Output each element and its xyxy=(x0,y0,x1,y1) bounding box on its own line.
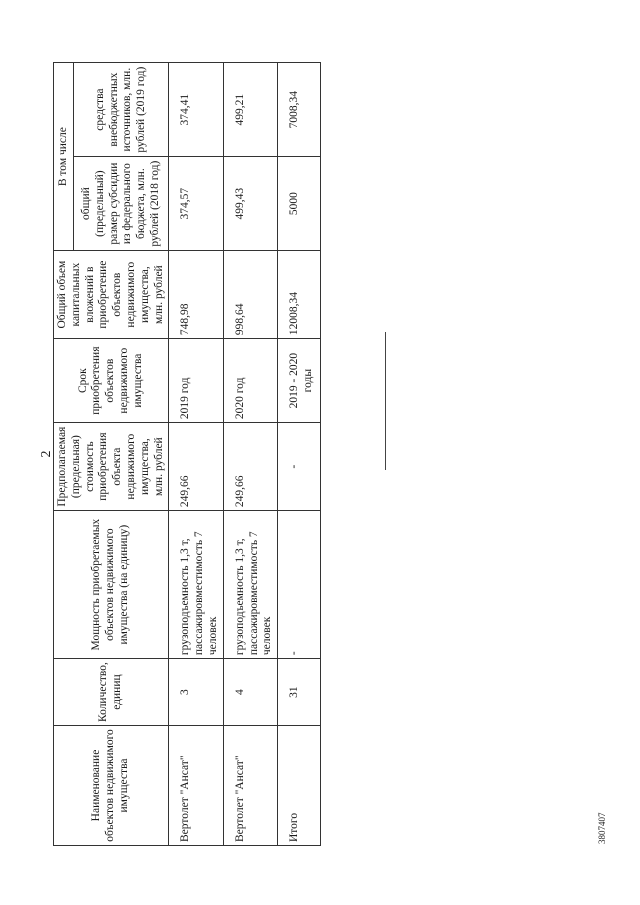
cell-power: грузоподъемность 1,3 т, пассажировместимость 7 человек xyxy=(223,511,277,659)
cell-term: 2019 - 2020 годы xyxy=(278,339,321,423)
table-row xyxy=(169,63,223,846)
header-term: Срок приобретения объектов недвижимого имущества xyxy=(54,339,169,423)
cell-federal-subsidy: 374,57 xyxy=(169,157,223,251)
header-including: В том числе xyxy=(54,63,74,251)
header-name: Наименование объектов недвижимого имущества xyxy=(54,726,169,846)
cell-quantity: 3 xyxy=(169,659,223,726)
cell-total-investment: 998,64 xyxy=(223,251,277,339)
header-federal-subsidy: общий (предельный) размер субсидии из федерального бюджета, млн. рублей (2018 год) xyxy=(74,157,169,251)
header-extrabudget: средства внебюджетных источников, млн. рублей (2019 год) xyxy=(74,63,169,157)
cell-extrabudget: 374,41 xyxy=(169,63,223,157)
cell-total-investment: 748,98 xyxy=(169,251,223,339)
header-power: Мощность приобретаемых объектов недвижимого имущества (на единицу) xyxy=(54,511,169,659)
cell-unit-cost: 249,66 xyxy=(169,423,223,511)
cell-term: 2019 год xyxy=(169,339,223,423)
cell-federal-subsidy: 5000 xyxy=(278,157,321,251)
page-number: 2 xyxy=(39,450,54,458)
cell-name: Итого xyxy=(278,726,321,846)
cell-term: 2020 год xyxy=(223,339,277,423)
cell-extrabudget: 499,21 xyxy=(223,63,277,157)
cell-federal-subsidy: 499,43 xyxy=(223,157,277,251)
header-quantity: Количество, единиц xyxy=(54,659,169,726)
table-row xyxy=(223,63,277,846)
footer-code: 3807407 xyxy=(597,812,607,844)
cell-extrabudget: 7008,34 xyxy=(278,63,321,157)
cell-power: грузоподъемность 1,3 т, пассажировместимость 7 человек xyxy=(169,511,223,659)
cell-name: Вертолет "Ансат" xyxy=(169,726,223,846)
cell-quantity: 31 xyxy=(278,659,321,726)
header-total-investment: Общий объем капитальных вложений в приобретение объектов недвижимого имущества, млн. рублей xyxy=(54,251,169,339)
cell-power: - xyxy=(278,511,321,659)
cell-unit-cost: 249,66 xyxy=(223,423,277,511)
table-row-total xyxy=(278,63,321,846)
end-rule xyxy=(385,332,386,470)
header-unit-cost: Предполагаемая (предельная) стоимость приобретения объекта недвижимого имущества, млн. рублей xyxy=(54,423,169,511)
cell-quantity: 4 xyxy=(223,659,277,726)
cell-total-investment: 12008,34 xyxy=(278,251,321,339)
cell-unit-cost: - xyxy=(278,423,321,511)
cell-name: Вертолет "Ансат" xyxy=(223,726,277,846)
property-table xyxy=(53,62,321,846)
